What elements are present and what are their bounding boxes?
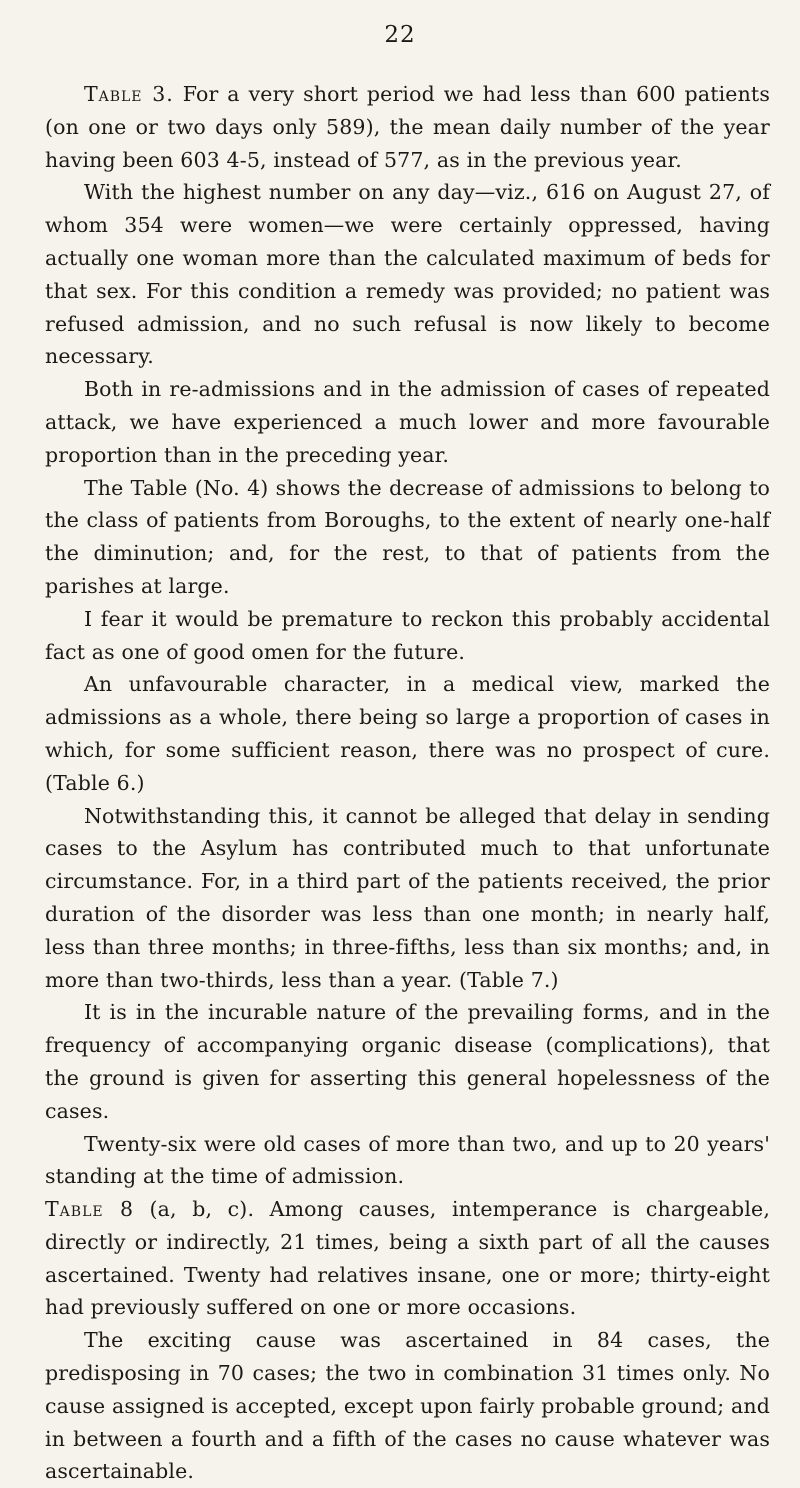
paragraph-exciting-cause (45, 1324, 770, 1488)
paragraph-text: With the highest number on any day—viz., 616 on August 27, of whom 354 were women—we were certainly oppressed, having actually one woman more than the calculated maximum of beds for that sex. For this condition a remedy was provided; no patient was refused admission, and no such refusal is now likely to become necessary. (45, 180, 770, 369)
paragraph-text: The exciting cause was ascertained in 84 cases, the predisposing in 70 cases; the two in combination 31 times only. No cause assigned is accepted, except upon fairly probable ground; and in between a fourth and a fifth of the cases no cause whatever was ascertainable. (45, 1328, 770, 1484)
paragraph-readmissions (45, 373, 770, 471)
paragraph-highest-number (45, 176, 770, 373)
paragraph-table-3 (45, 78, 770, 176)
table-3-heading: Table 3. (83, 82, 174, 106)
paragraph-text: For a very short period we had less than 600 patients (on one or two days only 589), the mean daily number of the year having been 603 4-5, instead of 577, as in the previous year. (45, 82, 770, 172)
table-8-heading: Table 8 (45, 1197, 134, 1222)
paragraph-notwithstanding (45, 800, 770, 997)
paragraph-text: (a, b, c). Among causes, intemperance is chargeable, directly or indirectly, 21 times, being a sixth part of all the causes ascertained. Twenty had relatives insane, one or more; thirty-eight had previously suffered on one or more occasions. (45, 1197, 770, 1320)
paragraph-text: Both in re-admissions and in the admission of cases of repeated attack, we have experienced a much lower and more favourable proportion than in the preceding year. (45, 377, 770, 467)
paragraph-incurable (45, 996, 770, 1127)
paragraph-text: Notwithstanding this, it cannot be alleged that delay in sending cases to the Asylum has contributed much to that unfortunate circumstance. For, in a third part of the patients received, the prior duration of the disorder was less than one month; in nearly half, less than three months; in three-fifths, less than six months; and, in more than two-thirds, less than a year. (Table 7.) (45, 803, 770, 992)
paragraph-text: It is in the incurable nature of the prevailing forms, and in the frequency of accompanying organic disease (complications), that the ground is given for asserting this general hopelessness of the cases. (45, 1000, 770, 1123)
paragraph-unfavourable (45, 668, 770, 799)
paragraph-premature (45, 603, 770, 669)
paragraph-text: An unfavourable character, in a medical view, marked the admissions as a whole, there being so large a proportion of cases in which, for some sufficient reason, there was no prospect of cure. (Table 6.) (45, 672, 770, 795)
paragraph-table-8 (45, 1193, 770, 1324)
paragraph-text: I fear it would be premature to reckon this probably accidental fact as one of good omen for the future. (45, 606, 770, 664)
paragraph-old-cases (45, 1128, 770, 1194)
paragraph-text: The Table (No. 4) shows the decrease of admissions to belong to the class of patients from Boroughs, to the extent of nearly one-half the diminution; and, for the rest, to that of patients from the parishes at large. (45, 475, 770, 598)
paragraph-table-4 (45, 472, 770, 603)
page-number: 22 (384, 22, 416, 48)
paragraph-text: Twenty-six were old cases of more than two, and up to 20 years' standing at the time of admission. (45, 1131, 770, 1189)
